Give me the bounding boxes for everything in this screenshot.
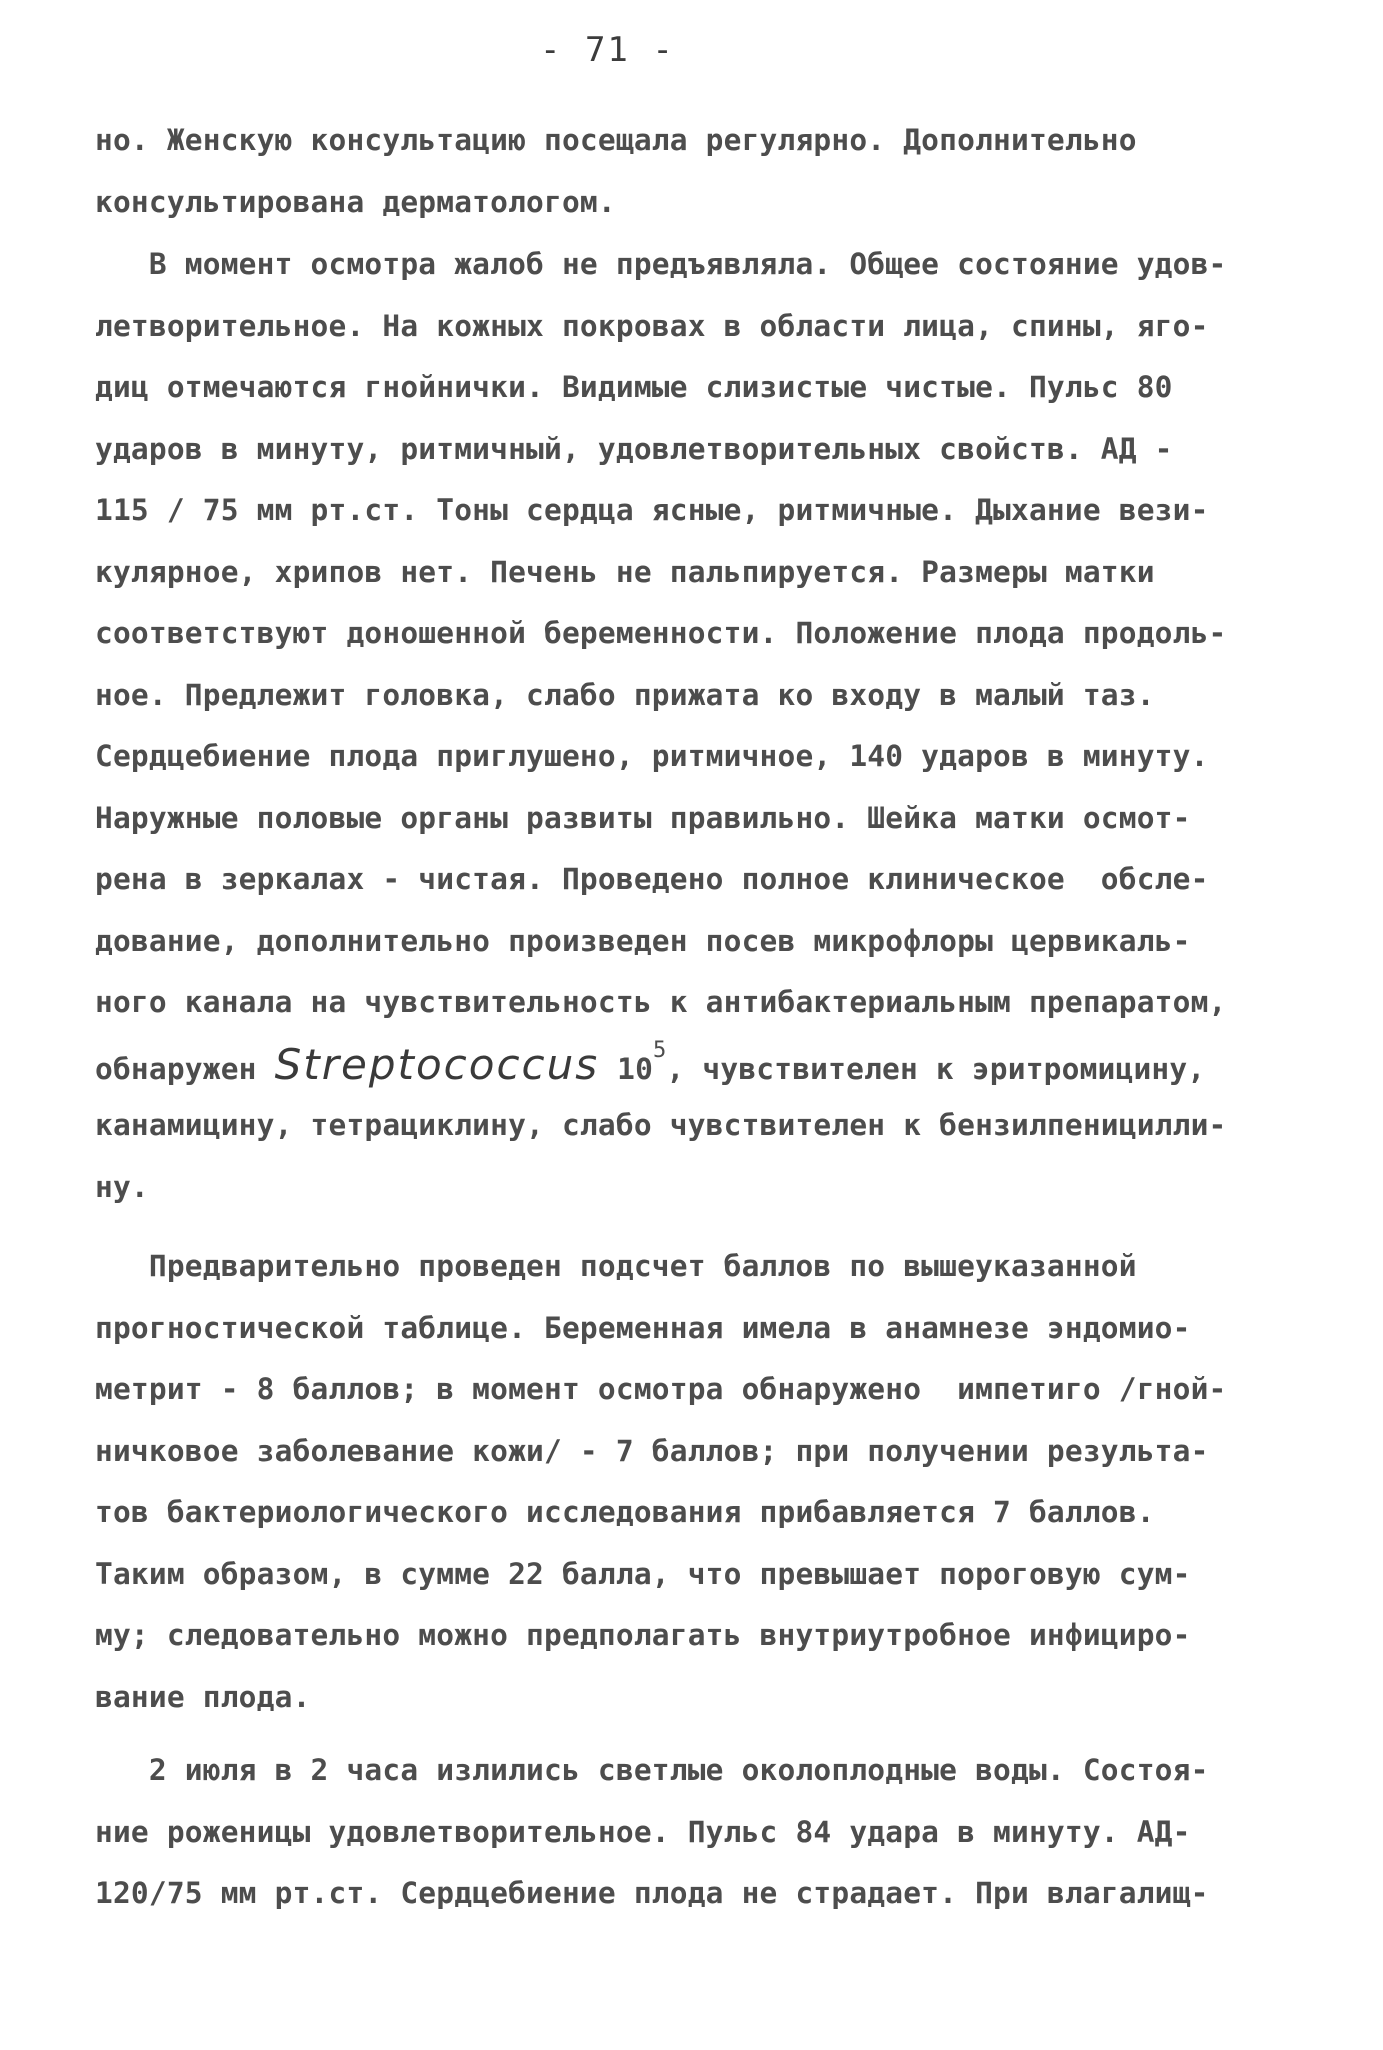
paragraph-labor: [95, 1740, 1295, 1925]
text-line: соответствуют доношенной беременности. Положение плода продоль-: [95, 616, 1227, 650]
text-line: вание плода.: [95, 1679, 311, 1714]
text-line: 115 / 75 мм рт.ст. Тоны сердца ясные, ритмичные. Дыхание вези-: [95, 493, 1209, 527]
text-line: ничковое заболевание кожи/ - 7 баллов; при получении результа-: [95, 1433, 1209, 1468]
text-line: ного канала на чувствительность к антибактериальным препаратом,: [95, 985, 1227, 1019]
paragraph-score: [95, 1236, 1295, 1728]
paragraph-examination: [95, 234, 1295, 1218]
text-line: ное. Предлежит головка, слабо прижата ко входу в малый таз.: [95, 677, 1155, 712]
text-line: летворительное. На кожных покровах в области лица, спины, яго-: [95, 308, 1209, 343]
text-line: 120/75 мм рт.ст. Сердцебиение плода не страдает. При влагалищ-: [95, 1876, 1209, 1910]
strep-before: обнаружен: [95, 1051, 275, 1086]
text-line: кулярное, хрипов нет. Печень не пальпируется. Размеры матки: [95, 554, 1155, 589]
text-line: тов бактериологического исследования прибавляется 7 баллов.: [95, 1495, 1155, 1529]
text-line: ние роженицы удовлетворительное. Пульс 84 удара в минуту. АД-: [95, 1814, 1191, 1849]
text-line: 2 июля в 2 часа излились светлые околоплодные воды. Состоя-: [95, 1753, 1209, 1787]
text-line: консультирована дерматологом.: [95, 184, 616, 219]
strep-after: , чувствителен к эритромицину,: [666, 1051, 1206, 1086]
text-line: дование, дополнительно произведен посев микрофлоры цервикаль-: [95, 923, 1191, 958]
text-line: ну.: [95, 1169, 149, 1204]
page-number: - 71 -: [540, 30, 675, 70]
text-line: Наружные половые органы развиты правильно. Шейка матки осмот-: [95, 800, 1191, 835]
organism-name: Streptococcus: [274, 1039, 600, 1089]
text-line: Таким образом, в сумме 22 балла, что превышает пороговую сум-: [95, 1556, 1191, 1591]
text-line: ударов в минуту, ритмичный, удовлетворительных свойств. АД -: [95, 431, 1173, 466]
colony-count-base: 10: [599, 1051, 654, 1086]
text-line: канамицину, тетрациклину, слабо чувствителен к бензилпеницилли-: [95, 1108, 1227, 1142]
text-line: В момент осмотра жалоб не предъявляла. Общее состояние удов-: [95, 247, 1227, 281]
text-line: Сердцебиение плода приглушено, ритмичное, 140 ударов в минуту.: [95, 739, 1209, 773]
text-line: диц отмечаются гнойнички. Видимые слизистые чистые. Пульс 80: [95, 370, 1173, 404]
paragraph-continuation: [95, 110, 1295, 233]
text-line: но. Женскую консультацию посещала регулярно. Дополнительно: [95, 123, 1137, 157]
text-line: му; следовательно можно предполагать внутриутробное инфициро-: [95, 1618, 1191, 1652]
text-line: прогностической таблице. Беременная имела в анамнезе эндомио-: [95, 1310, 1191, 1345]
colony-count-exponent: 5: [653, 1037, 667, 1063]
text-line: рена в зеркалах - чистая. Проведено полное клиническое обсле-: [95, 862, 1209, 896]
text-line: метрит - 8 баллов; в момент осмотра обнаружено импетиго /гной-: [95, 1372, 1227, 1406]
text-line: Предварительно проведен подсчет баллов по вышеуказанной: [95, 1249, 1137, 1283]
streptococcus-line: [95, 1034, 1295, 1096]
